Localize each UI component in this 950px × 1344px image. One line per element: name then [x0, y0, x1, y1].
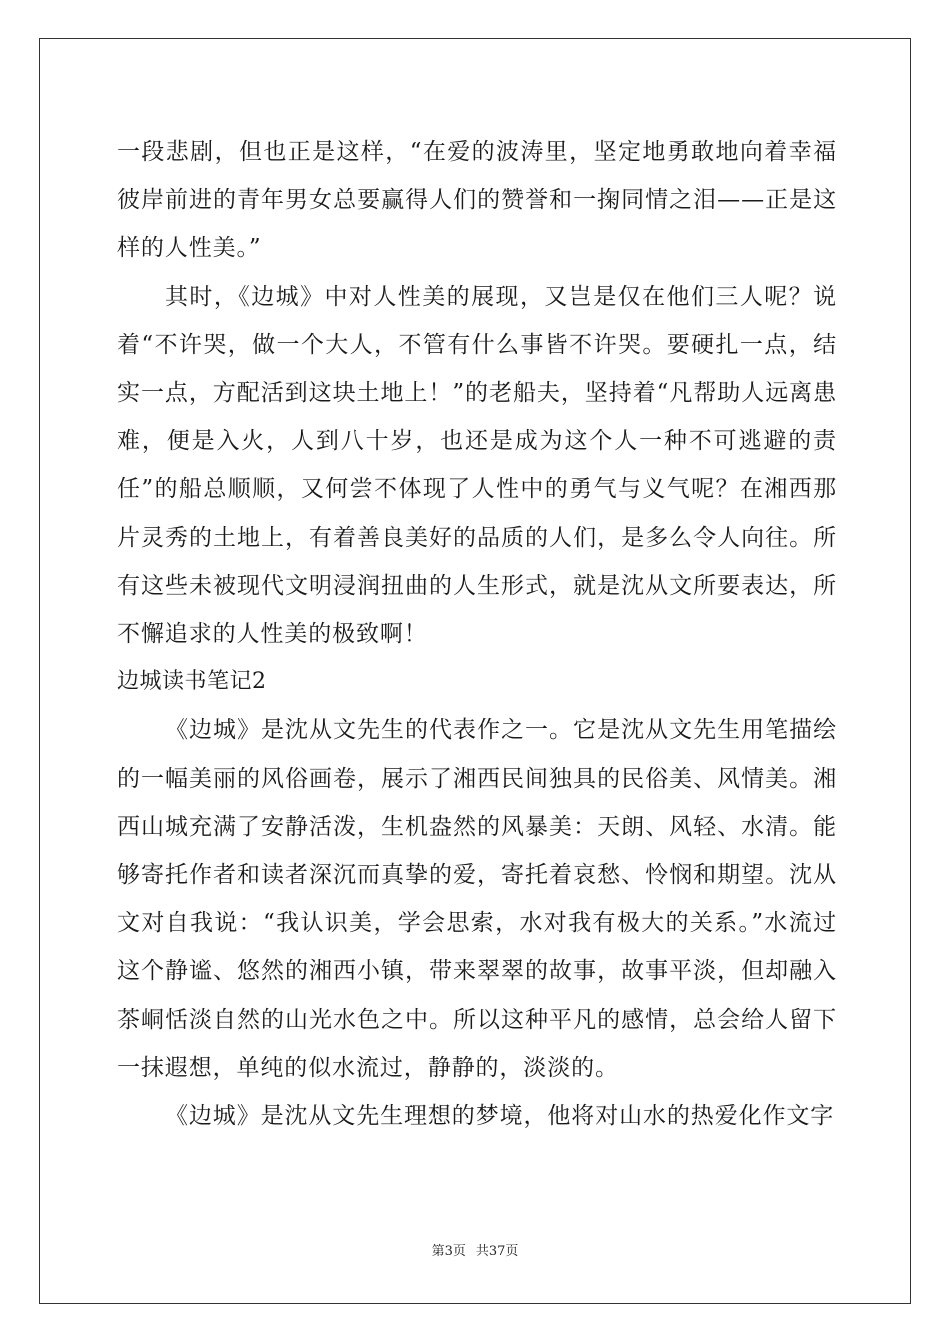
paragraph-4: 《边城》是沈从文先生理想的梦境，他将对山水的热爱化作文字	[165, 1103, 835, 1130]
total-pages-label: 共37页	[475, 1244, 519, 1259]
paragraph-2: 其时，《边城》中对人性美的展现，又岂是仅在他们三人呢？说着“不许哭，做一个大人，不管有什么事皆不许哭。要硬扎一点，结实一点，方配活到这块土地上！”的老船夫，坚持着“凡帮助人远离患难，便是入火，人到八十岁，也还是成为这个人一种不可逃避的责任”的船总顺顺，又何尝不体现了人性中的勇气与义气呢？在湘西那片灵秀的土地上，有着善良美好的品质的人们，是多么令人向往。所有这些未被现代文明浸润扭曲的人生形式，就是沈从文所要表达，所不懈追求的人性美的极致啊！	[117, 283, 837, 648]
paragraph-3: 《边城》是沈从文先生的代表作之一。它是沈从文先生用笔描绘的一幅美丽的风俗画卷，展示了湘西民间独具的民俗美、风情美。湘西山城充满了安静活泼，生机盎然的风暴美：天朗、风轻、水清。能够寄托作者和读者深沉而真挚的爱，寄托着哀愁、怜悯和期望。沈从文对自我说：“我认识美，学会思索，水对我有极大的关系。”水流过这个静谧、悠然的湘西小镇，带来翠翠的故事，故事平淡，但却融入茶峒恬淡自然的山光水色之中。所以这种平凡的感情，总会给人留下一抹遐想，单纯的似水流过，静静的，淡淡的。	[117, 717, 837, 1081]
current-page-label: 第3页	[431, 1244, 466, 1259]
paragraph-1: 一段悲剧，但也正是这样，“在爱的波涛里，坚定地勇敢地向着幸福彼岸前进的青年男女总要赢得人们的赞誉和一掬同情之泪——正是这样的人性美。”	[117, 139, 837, 262]
page-footer	[0, 1243, 950, 1261]
section-heading: 边城读书笔记2	[117, 669, 267, 695]
document-body	[117, 128, 837, 1140]
